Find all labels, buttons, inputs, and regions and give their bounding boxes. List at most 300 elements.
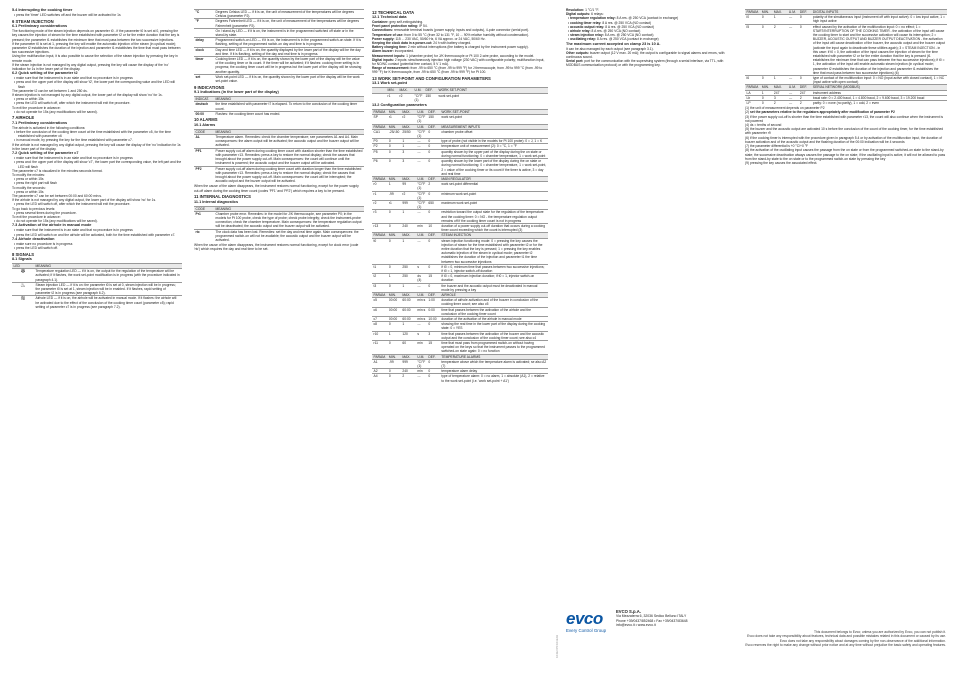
table-cell: MAX.: [401, 176, 416, 181]
table-cell: work set-point: [437, 93, 548, 102]
table-cell: 0: [798, 76, 811, 85]
table-cell: U.M.: [416, 292, 427, 297]
footnote-number: (8): [745, 148, 750, 153]
footnote-text: the buzzer and the acoustic output are activated 10 s before the conclusion of the count of the cooking timer, for the time established with parameter r9: [745, 127, 944, 136]
table-row: [12, 296, 182, 309]
paragraph: To exit the procedure in advance:: [12, 214, 61, 219]
parameter-row: [372, 129, 548, 138]
item-text: from -99 to 650 °C (from -99 to 999 °F) for J thermocouple, from -99 to 999 °C (from -99 to 999 °F) for K thermocouple, from -99 to 650 °C (from -99 to 999 °F) for Pt 100.: [372, 66, 543, 75]
table-cell: 1: [760, 90, 772, 95]
paragraph: If the airhole is not managed by any digital output, pressing the key will cause the display of the 'no' indication for 1s in the lower part of the display.: [12, 142, 181, 151]
item-text: grey self-extinguishing.: [389, 19, 424, 24]
table-cell: MAX.: [401, 110, 416, 115]
table-row: [12, 282, 182, 296]
table-cell: 60:00: [401, 307, 416, 316]
table-cell: DEF.: [427, 176, 440, 181]
table-cell: t0: [372, 238, 387, 264]
table-cell: MAX.: [772, 85, 787, 90]
table-cell: 0: [387, 369, 400, 374]
item-key: Keeping the clock data in a power-cut:: [372, 40, 433, 45]
table-cell: AIRHOLE: [440, 292, 548, 297]
document-code: 104EVPF103E02: [555, 634, 559, 658]
parameter-row: [372, 210, 548, 224]
section-title: 6.1 Preliminary considerations: [12, 24, 68, 29]
table-cell: quantity shown by the upper part of the display during the on state or during normal functioning: 0 = chamber temperature, 1 = work set-point: [440, 149, 548, 158]
paragraph: The parameter t2 can be set between 1 and 250 ds.: [12, 88, 88, 93]
table-cell: parity: 0 = none (no parity), 1 = odd, 2 = even: [811, 101, 947, 106]
table-cell: s: [416, 331, 427, 340]
table-cell: duration of the activation of the airhole in manual mode: [440, 317, 548, 322]
table-cell: 0: [760, 95, 772, 100]
table-cell: r11: [372, 341, 387, 355]
table-cell: steam injection functioning mode: 0 = pressing the key causes the injection of steam for the time established with parameter t2 or for the entire duration that the key is pressed; 1 = pressing the key enables automatic injection of the steam in cyclical mode; parameter t2 establishes the duration of the injection and parameter t1 the time between two successive injections: [440, 238, 548, 264]
indications-table: [194, 96, 364, 116]
item-text: 2 min without interruptions (the battery is charged by the instrument power supply).: [407, 45, 529, 50]
footnote: [745, 115, 947, 123]
table-row: [194, 148, 364, 166]
column-procedures: [12, 8, 182, 656]
paragraph: To modify the minutes:: [12, 172, 45, 177]
paragraph: The functioning mode of the steam injection depends on parameter t0 - if the parameter t0 is set at 0, pressing the key causes the injection of steam for the time established with parameter t2 or for the entire duration that the key is pressed; the parameter t1 establishes the minimum time that must pass between the two successive injections.: [12, 29, 180, 42]
bullet: • make sure that the instrument is in an state and that no procedure is in progress: [12, 76, 182, 80]
table-cell: 0: [387, 374, 400, 383]
table-cell: MIN.: [760, 10, 772, 15]
table-cell: 0: [387, 144, 400, 149]
item-key: steam injection relay:: [570, 33, 604, 38]
item-text: 8 A res. @ 250 VCA (contact in exchange): [597, 37, 659, 42]
item-key: Range of measurement:: [372, 66, 410, 71]
table-cell: 3: [427, 331, 440, 340]
led-table: [194, 9, 364, 83]
item-key: temperature regulation relay:: [570, 16, 616, 21]
column-parameters: [745, 8, 947, 610]
header-cell: MEANING: [214, 206, 364, 211]
row-key: delay: [194, 38, 214, 47]
table-cell: 15: [427, 341, 440, 355]
table-cell: Airhole LED — if it is on, the airhole will be activated in manual mode. If it flashes: the airhole will be activated due to the effect of the conclusion of the cooking timer count (parameter c5); rapid setting of parameter c7 is in progress (see paragraph 7.2).: [34, 296, 182, 309]
table-row: [194, 57, 364, 75]
table-cell: 0: [427, 238, 440, 264]
table-cell: °C/°F (1): [417, 200, 426, 210]
footnote-text: if the cooking timer is interrupted with the procedure given in paragraph 5.4 or by activation of the multifunction input, the duration of buzzer activation and of the acoustic output and the flashing duration of the 00:00 indication will be 4 seconds: [745, 135, 943, 144]
outputs-line: Digital outputs: 6 relays:: [566, 12, 604, 17]
section-title: The maximum current accepted on clamp 23 is 10 A.: [566, 41, 661, 46]
table-cell: ---: [416, 149, 427, 158]
legal-line: This document belongs to Evco; unless you are authorized by Evco, you can not publish it.: [814, 630, 946, 634]
table-cell: 1: [387, 182, 400, 191]
item-key: Other outputs:: [566, 50, 589, 55]
table-cell: ---: [416, 374, 427, 383]
table-cell: CA1: [372, 129, 387, 138]
footnote-number: (4): [745, 123, 750, 128]
table-cell: 150: [427, 115, 440, 124]
table-cell: 25/50: [401, 129, 416, 138]
item-key: Measurement inputs:: [372, 53, 406, 58]
parameter-row: [745, 15, 947, 24]
table-cell: -99: [387, 191, 400, 200]
table-cell: ---: [787, 76, 798, 85]
table-cell: 247: [798, 90, 811, 95]
item-key: Alarm buzzer:: [372, 49, 394, 54]
header-cell: MAX.: [398, 88, 413, 93]
table-cell: 247: [772, 90, 787, 95]
column-signals-alarms: [194, 8, 364, 656]
row-key: °F: [194, 19, 214, 28]
technical-data-list: [372, 20, 548, 75]
footnote-number: (5): [745, 127, 750, 132]
table-cell: ---: [416, 139, 427, 144]
table-cell: restriction toward the output state for the regulation of the temperature and the cooking timer: 0 = NO - the temperature regulation output remains off if the cooking timer count is not in progress: [440, 210, 548, 224]
table-cell: 250: [401, 274, 416, 283]
parameter-row: [745, 76, 947, 85]
table-cell: 2: [772, 101, 787, 106]
table-cell: 10:00: [427, 317, 440, 322]
row-text: On / stand-by LED — if it is on, the instrument is in the programmed switched off state or in the stand-by state.: [214, 28, 364, 37]
list-item: [372, 66, 548, 74]
table-cell: U.M.: [787, 85, 798, 90]
table-cell: 0: [427, 129, 440, 138]
table-cell: 0: [798, 24, 811, 75]
section-title: 12.1 Technical data: [372, 14, 407, 19]
section-title: 8 SIGNALS: [12, 251, 35, 257]
section-title: 13 WORK SET-POINT AND CONFIGURATION PARAMETERS: [372, 76, 491, 82]
table-cell: 2: [798, 101, 811, 106]
table-cell: instrument address: [811, 90, 947, 95]
table-cell: s: [416, 264, 427, 273]
table-cell: effect caused by the activation of the multifunction input: 0 = no effect; 1 = START/INTERRUPTION OF THE COOKING TIMER - the activation of the input will cause the cooking timer to start and the successive activation will cause its interruption; 2 = BUZZER, ACOUSTIC OUTPUT AND BUZZER OUTPUT DEACTIVATION - the activation of the input will cause deactivation of the buzzer, the acoustic output and the buzzer output (activate the input again to deactivate these utilities again); 3 = STEAM INJECTION - in this case: if t0 = 0, the activation of the input causes the injection of steam for the time established with parameter t2 or for the entire duration that the key is pressed (t1 establishes the minimum time that can pass between the two successive injections); if t0 = 1, the activation of the input will enable automatic steam injection (in cyclical mode; parameter t2 establishes the duration of the injection and parameter t1 establishes the time that must pass between two successive injections) (6): [812, 24, 946, 75]
legal-line: Evco does not take any responsibility about features, technical data and possible mistakes related in this document or caused by its use.: [747, 634, 946, 639]
table-cell: 0: [387, 223, 400, 232]
table-cell: U.M.: [416, 176, 427, 181]
table-cell: t1: [372, 264, 387, 273]
table-cell: ---: [787, 15, 798, 24]
row-text: Chamber probe error. Remedies: in the model for J/K thermocouple, see parameter P0; in the models for Pt 100 probe, check the type of probe; check probe integrity; check the instrument-probe connection; check the chamber temperature. Main consequences: the temperature regulation output will be deactivated; the acoustic output and the buzzer output will be activated.: [214, 211, 364, 229]
table-cell: r2: [401, 191, 416, 200]
table-cell: 1: [401, 144, 416, 149]
paragraph: If the steam injection is not managed by any digital output, pressing the key will cause the display of the 'no' indication for 1s in the lower part of the display.: [12, 62, 169, 71]
table-cell: P5: [372, 149, 387, 158]
item-text: 8 A res. @ 250 VCA (NO contact): [604, 33, 654, 38]
table-cell: 60:00: [401, 298, 416, 307]
item-key: Container:: [372, 19, 389, 24]
row-text: Degrees Fahrenheit LED — if it is on, the unit of measurement of the temperatures will be degrees Fahrenheit (parameter P2).: [214, 19, 364, 28]
table-cell: PARAM.: [373, 354, 386, 359]
table-cell: r10: [372, 331, 387, 340]
table-cell: DEF.: [427, 292, 440, 297]
table-cell: ---: [416, 159, 427, 177]
table-cell: TEMPERATURE ALARMS: [440, 354, 548, 359]
footnote-text: ds = tenths of second: [749, 123, 782, 128]
table-row: [194, 102, 364, 111]
table-cell: c8: [372, 322, 387, 331]
table-cell: r2: [398, 93, 413, 102]
item-key: Temperature of use:: [372, 32, 404, 37]
table-cell: MIN.: [387, 292, 400, 297]
row-text: Power supply cut-off alarm during cooking timer count with duration longer than the time established with parameter r13. Remedies: press a key to restore the normal display; check the causes that brought about the power supply cut-off. Main consequences: the count will be interrupted; the acoustic output and the buzzer output will be activated.: [214, 166, 364, 183]
table-cell: PARAM.: [373, 233, 386, 238]
table-cell: 1: [401, 322, 416, 331]
table-cell: duration of a power supply cut-off duration that occurs during a cooking timer count exceeding which the count is interrupted (3): [440, 223, 548, 232]
table-cell: PARAM.: [373, 176, 386, 181]
paragraph: The airhole is activated in the following conditions:: [12, 125, 86, 130]
table-cell: 999: [401, 200, 416, 209]
table-cell: DIGITAL INPUTS: [811, 10, 947, 15]
table-cell: 0: [427, 374, 440, 383]
table-row: [194, 166, 364, 183]
section-title: 13.2 Configuration parameters: [372, 103, 427, 108]
table-cell: 0: [387, 283, 400, 292]
table-cell: 0:00: [427, 307, 440, 316]
row-text: The clock data has been lost. Remedies: set the day and real time again. Main consequences: the programmed switch-on will not be available; the acoustic output and the buzzer output will be activated.: [214, 229, 364, 242]
table-cell: 99: [401, 182, 416, 191]
table-cell: 0: [760, 101, 772, 106]
table-row: [194, 19, 364, 28]
parameter-row: [372, 307, 548, 316]
table-row: [12, 269, 182, 283]
table-cell: i6: [745, 76, 760, 85]
table-cell: 00:00: [387, 317, 400, 322]
table-cell: SP: [372, 115, 387, 124]
section-title: 7.1 Preliminary considerations: [12, 120, 68, 125]
row-key: °C: [194, 10, 214, 19]
table-cell: work set-point: [440, 115, 548, 124]
table-cell: °C/°F (1): [417, 182, 426, 191]
company-email[interactable]: info@evco.it • www.evco.it: [616, 622, 656, 627]
table-cell: DEF.: [427, 124, 440, 129]
table-cell: -99: [387, 359, 400, 368]
table-cell: quantity shown by the lower part of the display during the on state or during normal functioning: 0 = chamber temperature, 1 = work set-point, 2 = value of the cooking timer or its count if the timer is active, 3 = day and real time: [441, 159, 547, 176]
row-key: deutsch: [194, 102, 214, 111]
table-row: [194, 47, 364, 56]
table-cell: PARAM.: [373, 124, 386, 129]
table-cell: [372, 93, 386, 102]
table-cell: 1: [387, 274, 400, 283]
item-text: port for the communication with the supervising system (through a serial interface, via TTL, with MODBUS communication protocol) or with the programming key.: [566, 59, 724, 68]
table-cell: 60: [401, 341, 416, 355]
table-cell: c7: [372, 317, 387, 322]
table-cell: 1: [401, 139, 416, 144]
table-cell: ---: [787, 101, 798, 106]
row-key: PF1: [194, 148, 214, 166]
table-row: [194, 10, 364, 19]
work-setpoint-table: [372, 87, 548, 102]
footnote-number: (7): [745, 144, 750, 149]
parameter-row: [372, 159, 548, 177]
table-cell: chamber probe offset: [440, 129, 548, 138]
table-cell: 0: [387, 341, 400, 355]
table-cell: i5: [745, 24, 760, 75]
header-cell: CODE: [194, 129, 214, 134]
header-cell: LED: [12, 264, 34, 269]
item-text: 8 A res. @ 250 VCA (contact in exchange): [616, 16, 679, 21]
table-cell: PARAM.: [373, 110, 386, 115]
table-cell: type of probe (not visible in the models for Pt 100 probe): 0 = J, 1 = K: [440, 139, 548, 144]
table-cell: 60:00: [401, 317, 416, 322]
parameter-row: [372, 341, 548, 355]
bullet: • press and: the upper part of the display will show 'c7', the lower part the corresponding value, the left part and the LED will flash: [12, 160, 182, 168]
item-text: 24 h with battery charged.: [433, 40, 472, 45]
table-cell: 1: [387, 331, 400, 340]
table-cell: r3: [372, 210, 387, 224]
table-cell: 0: [387, 139, 400, 144]
resolution-line: Resolution: 1 °C/1 °F.: [566, 8, 600, 12]
table-cell: 0: [427, 149, 440, 158]
table-cell: °C/°F (1): [417, 129, 426, 139]
table-cell: min:s: [417, 317, 426, 321]
table-cell: MIN.: [387, 354, 400, 359]
table-cell: r2: [401, 115, 416, 124]
table-row: [194, 111, 364, 116]
table-cell: U.M.: [416, 124, 427, 129]
row-key: Pr1: [194, 211, 214, 229]
table-cell: 2: [401, 374, 416, 383]
company-name: EVCO S.p.A.: [616, 609, 641, 614]
table-cell: 3: [772, 95, 787, 100]
section-title: 6 STEAM INJECTION: [12, 18, 54, 24]
company-phone: Phone +39/0437/852468 • Fax +39/0437/83648: [616, 618, 688, 623]
table-cell: U.M.: [416, 110, 427, 115]
table-cell: °C/°F (1): [414, 93, 423, 102]
table-cell: MIN.: [387, 124, 400, 129]
parameter-row: [372, 298, 548, 307]
table-cell: U.M.: [416, 354, 427, 359]
parameter-row: [372, 264, 548, 273]
table-cell: polarity of the simultaneous input (instrument off with input active): 0 = low input active, 1 = high input active: [811, 15, 947, 24]
row-text: Flashes: the cooking timer count has ended.: [214, 111, 364, 116]
logo-word: evco: [566, 609, 603, 628]
paragraph: The parameter c7 is visualized in the minutes:seconds format.: [12, 168, 103, 173]
table-cell: ---: [787, 95, 798, 100]
regulation-led-icon: ❄: [12, 269, 34, 283]
table-cell: MAX.: [401, 233, 416, 238]
table-cell: DEF.: [427, 233, 440, 238]
table-cell: 0: [427, 264, 440, 273]
table-cell: MEASUREMENT INPUTS: [440, 124, 548, 129]
table-cell: type of contact of the multifunction input: 0 = NO (input active with closed contact), 1 = NC (input active with open contact): [811, 76, 947, 85]
table-cell: -25/-50: [387, 129, 400, 138]
table-row: [194, 229, 364, 242]
footnote-number: (3): [745, 114, 750, 119]
list-item: [372, 58, 548, 66]
table-cell: maximum work set-point: [440, 200, 548, 209]
paragraph: When the cause of the alarm disappears, the instrument restores normal functioning, except for the power supply cut-off alarm during the cooking timer count (codes 'PF1' and 'PF2') which requires a key to be pressed.: [194, 184, 359, 193]
paragraph: To modify the seconds:: [12, 185, 46, 190]
table-cell: 240: [401, 369, 416, 374]
table-cell: 0: [427, 322, 440, 331]
header-cell: DEF.: [424, 88, 437, 93]
table-cell: SERIAL NETWORK (MODBUS): [811, 85, 947, 90]
table-cell: temperature unit of measurement (2): 0 = °C, 1 = °F: [440, 144, 548, 149]
list-item: [566, 51, 736, 59]
parameter-row: [372, 200, 548, 209]
table-cell: DEF.: [427, 354, 440, 359]
footnote-number: (2): [745, 110, 750, 115]
footnote-text: set the parameters relative to the regulators appropriately after modification of parameter P2: [749, 110, 895, 115]
bullet: • do not operate for 15s (any modifications will be saved).: [12, 110, 182, 114]
parameter-row: [745, 24, 947, 75]
company-info: [616, 610, 706, 627]
parameter-row: [372, 322, 548, 331]
table-cell: 0: [427, 159, 440, 177]
table-cell: min: [416, 341, 427, 355]
parameters-table: [372, 109, 548, 383]
table-cell: temperature above which the temperature alarm is activated; se also A2 (7): [441, 359, 547, 369]
table-cell: 0: [387, 149, 400, 158]
item-key: Serial port:: [566, 59, 584, 64]
table-cell: 0: [387, 210, 400, 224]
table-cell: t3: [372, 283, 387, 292]
table-cell: 250: [401, 264, 416, 273]
section-title: 8.1 Signals: [12, 257, 32, 262]
table-cell: r2: [372, 200, 387, 209]
table-cell: 1:00: [427, 298, 440, 307]
section-title: 7.4 Airhole deactivation: [12, 236, 55, 241]
header-cell: CODE: [194, 206, 214, 211]
item-text: 8 A res. @ 250 VCA (NO contact): [591, 29, 641, 34]
row-text: Power supply cut-off alarm during cooking timer count with duration shorter than the time established with parameter r13. Remedies: press a key to restore the normal display; check the causes that brought about the power supply cut-off. Main consequences: the count will continue until the instrument is powered; the acoustic output and the buzzer output will be activated.: [215, 148, 363, 166]
table-cell: time that must pass from programmed switch-on without having operated on the keys so that the instrument passes to the programmed switched-on state again: 0 = no function: [440, 341, 548, 355]
table-cell: LA: [745, 90, 760, 95]
list-item: [566, 59, 736, 67]
table-cell: A1: [372, 359, 387, 368]
table-cell: baud rate: 0 = 2.400 baud, 1 = 4.800 baud, 2 = 9.600 baud, 3 = 19.200 baud: [811, 95, 947, 100]
row-key: set: [194, 74, 214, 83]
table-row: [194, 74, 364, 83]
table-cell: ---: [416, 210, 427, 224]
parameter-row: [745, 101, 947, 106]
table-cell: time that passes between the activation of the buzzer and the acoustic output and the conclusion of the cooking timer count; see also c4: [440, 331, 548, 340]
bullet: • make sure that the instrument is in an state and that no procedure is in progress: [12, 156, 182, 160]
footnote-number: (1): [745, 106, 750, 111]
bullet: • press the LED will switch on and the airhole will be activated, both for the time established with parameter c7.: [12, 233, 182, 237]
table-cell: 0: [760, 15, 772, 24]
row-key: AL: [194, 135, 214, 149]
steam-led-icon: ♨: [12, 282, 34, 296]
table-cell: 3: [401, 149, 416, 158]
table-row: [194, 38, 364, 47]
table-cell: min:s: [416, 307, 427, 316]
section-title: 10.1 Alarms: [194, 122, 216, 127]
table-cell: P2: [372, 144, 387, 149]
section-title: 10 ALARMS: [194, 117, 218, 123]
table-cell: Temperature regulation LED — if it is on, the output for the regulation of the temperature will be activated; if it flashes, the work set-point modification is in progress (with the procedure indicated in paragraph 4.1).: [34, 269, 182, 283]
table-cell: 0: [760, 76, 772, 85]
table-cell: ---: [787, 24, 798, 75]
item-text: 2 inputs: simultaneously injection high voltage (230 VAC) with configurable polarity; multifunction input, for NO/NC contact (potential free contact, 5 V 1 mA).: [372, 57, 545, 66]
parameter-row: [372, 182, 548, 191]
table-cell: 1: [401, 210, 416, 224]
table-cell: 15: [427, 274, 440, 283]
paragraph: To go back to previous levels:: [12, 206, 56, 211]
header-cell: WORK SET-POINT: [437, 88, 548, 93]
table-cell: 650: [427, 200, 440, 209]
footnote-text: if the power supply cut-off is shorter than the time established with parameter r13, the count will also continue when the instrument is not powered: [745, 114, 944, 123]
table-cell: ---: [787, 90, 798, 95]
row-text: Cooking timer LED — if it is on, the quantity shown by the lower part of the display will be the value of the cooking timer or its count. If the timer will be activated; if it flashes: cooking timer setting is in progress; the cooking timer count will be in progress but the lower part of the display will be showing another quantity.: [214, 57, 364, 75]
table-cell: 0: [427, 359, 440, 368]
row-text: Programmed switch-on LED — if it is on, the instrument is in the programmed switch-on state. If it is flashing, setting of the programmed switch-on day and time is in progress.: [214, 38, 364, 47]
bullet: • make sure that the instrument is in an state and that no procedure is in progress: [12, 228, 182, 232]
footnote-number: (6): [745, 135, 750, 140]
table-cell: 2: [798, 95, 811, 100]
outputs-list: [566, 16, 736, 41]
table-cell: 1: [772, 15, 787, 24]
table-cell: minimum work set-point: [440, 191, 548, 200]
table-cell: DEF.: [798, 10, 811, 15]
table-cell: time that passes between the activation of the airhole and the conclusion of the cooking timer count: [440, 307, 548, 316]
table-cell: the buzzer and the acoustic output must be deactivated in manual mode by pressing a key: [440, 283, 548, 292]
table-cell: PARAM.: [746, 10, 759, 14]
